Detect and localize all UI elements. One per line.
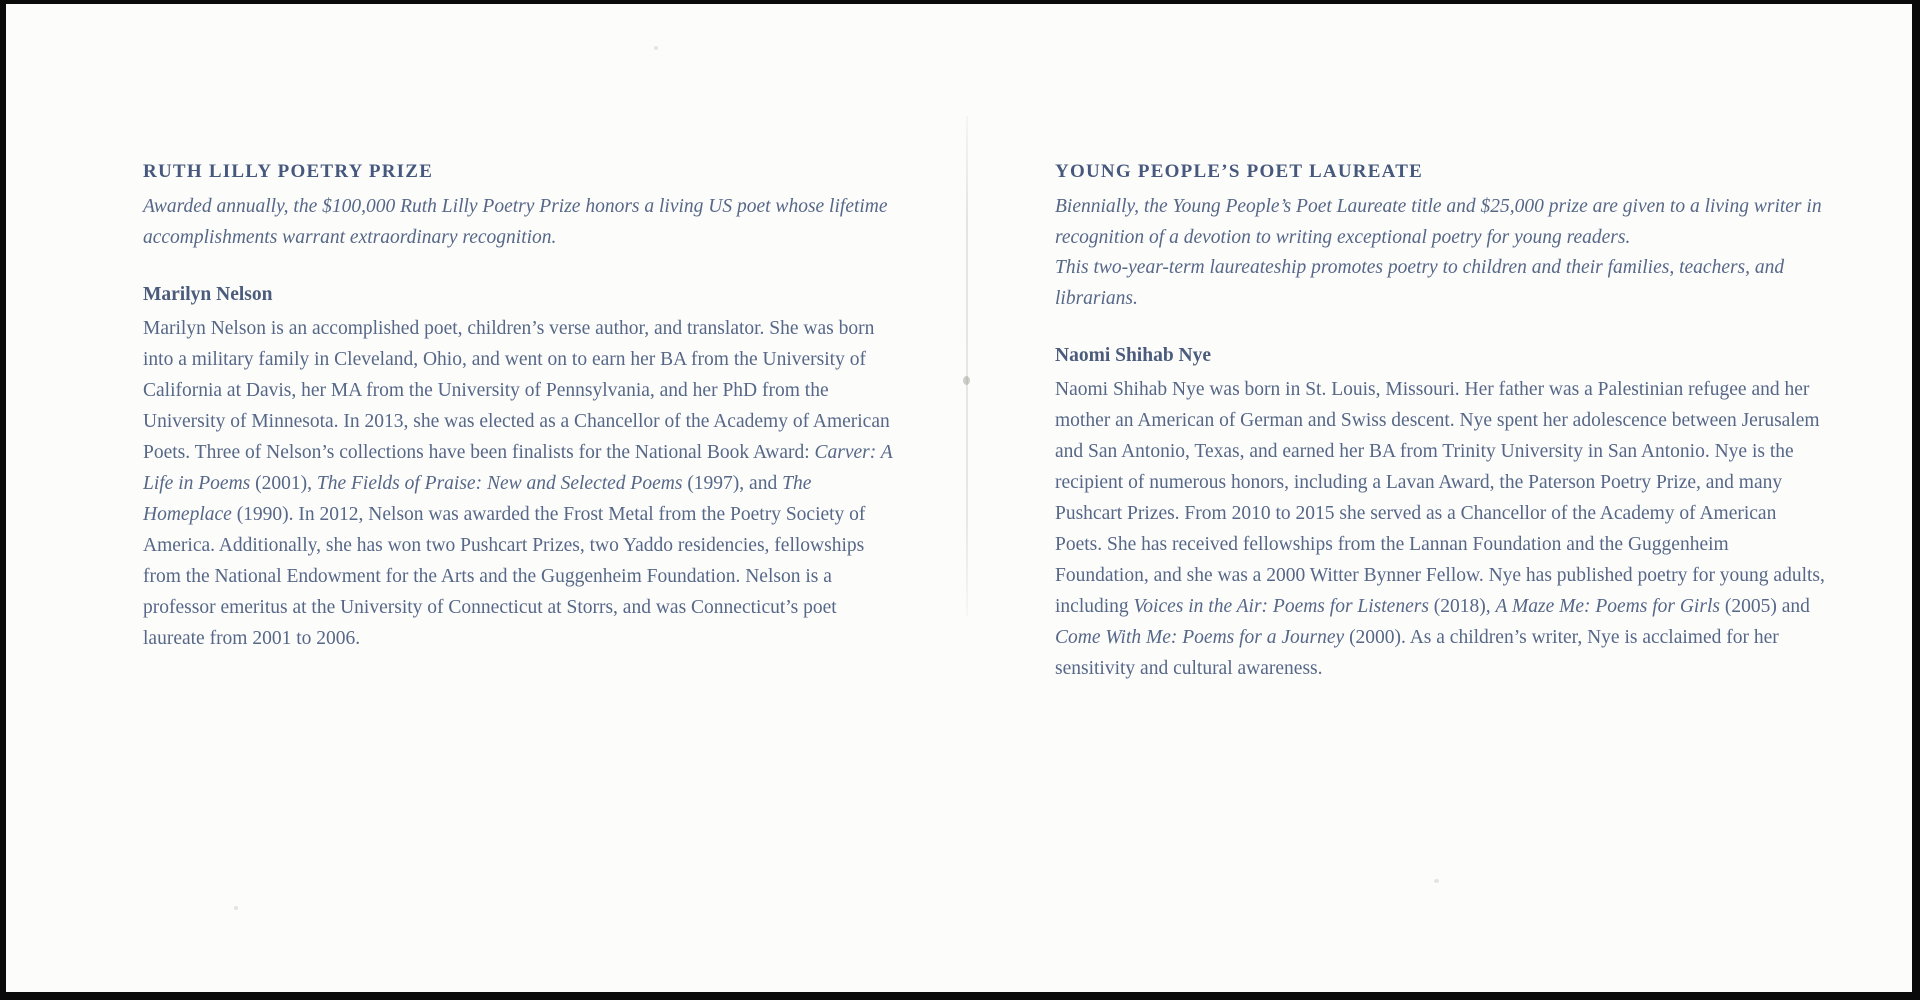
ruth-lilly-prize-heading: RUTH LILLY POETRY PRIZE <box>143 161 434 182</box>
dust-speck <box>1434 879 1439 883</box>
booklet-page-spread <box>6 4 1912 992</box>
poet-bio-naomi-shihab-nye: Naomi Shihab Nye was born in St. Louis, Missouri. Her father was a Palestinian refugee and her mother an American of German and Swiss descent. Nye spent her adolescence between Jerusalem and San Antonio, Texas, and earned her BA from Trinity University in San Antonio. Nye is the recipient of numerous honors, including a Lavan Award, the Paterson Poetry Prize, and many Pushcart Prizes. From 2010 to 2015 she served as a Chancellor of the Academy of American Poets. She has received fellowships from the Lannan Foundation and the Guggenheim Foundation, and she was a 2000 Witter Bynner Fellow. Nye has published poetry for young adults, including Voices in the Air: Poems for Listeners (2018), A Maze Me: Poems for Girls (2005) and Come With Me: Poems for a Journey (2000). As a children’s writer, Nye is acclaimed for her sensitivity and cultural awareness. <box>1055 379 1825 679</box>
section-ruth-lilly-poetry-prize <box>143 161 895 654</box>
poet-bio-marilyn-nelson: Marilyn Nelson is an accomplished poet, children’s verse author, and translator. She was born into a military family in Cleveland, Ohio, and went on to earn her BA from the University of California at Davis, her MA from the University of Pennsylvania, and her PhD from the University of Minnesota. In 2013, she was elected as a Chancellor of the Academy of American Poets. Three of Nelson’s collections have been finalists for the National Book Award: Carver: A Life in Poems (2001), The Fields of Praise: New and Selected Poems (1997), and The Homeplace (1990). In 2012, Nelson was awarded the Frost Metal from the Poetry Society of America. Additionally, she has won two Pushcart Prizes, two Yaddo residencies, fellowships from the National Endowment for the Arts and the Guggenheim Foundation. Nelson is a professor emeritus at the University of Connecticut at Storrs, and was Connecticut’s poet laureate from 2001 to 2006. <box>143 318 893 649</box>
section-young-peoples-poet-laureate <box>1055 161 1827 684</box>
dust-speck <box>234 906 238 910</box>
dust-speck <box>654 46 658 50</box>
laureate-description-sentence: Biennially, the Young People’s Poet Laureate title and $25,000 prize are given to a living writer in recognition of a devotion to writing exceptional poetry for young readers. <box>1055 196 1822 248</box>
prize-description-sentence: Awarded annually, the $100,000 Ruth Lilly Poetry Prize honors a living US poet whose lifetime accomplishments warrant extraordinary recognition. <box>143 196 888 248</box>
ruth-lilly-prize-description <box>143 192 895 253</box>
poet-name-marilyn-nelson: Marilyn Nelson <box>143 284 273 305</box>
laureate-description-sentence: This two-year-term laureateship promotes poetry to children and their families, teachers, and librarians. <box>1055 257 1785 309</box>
young-peoples-laureate-description <box>1055 192 1827 314</box>
center-fold-line <box>966 116 968 616</box>
young-peoples-laureate-heading: YOUNG PEOPLE’S POET LAUREATE <box>1055 161 1424 182</box>
fold-crease-mark <box>963 376 970 385</box>
poet-name-naomi-shihab-nye: Naomi Shihab Nye <box>1055 345 1212 366</box>
